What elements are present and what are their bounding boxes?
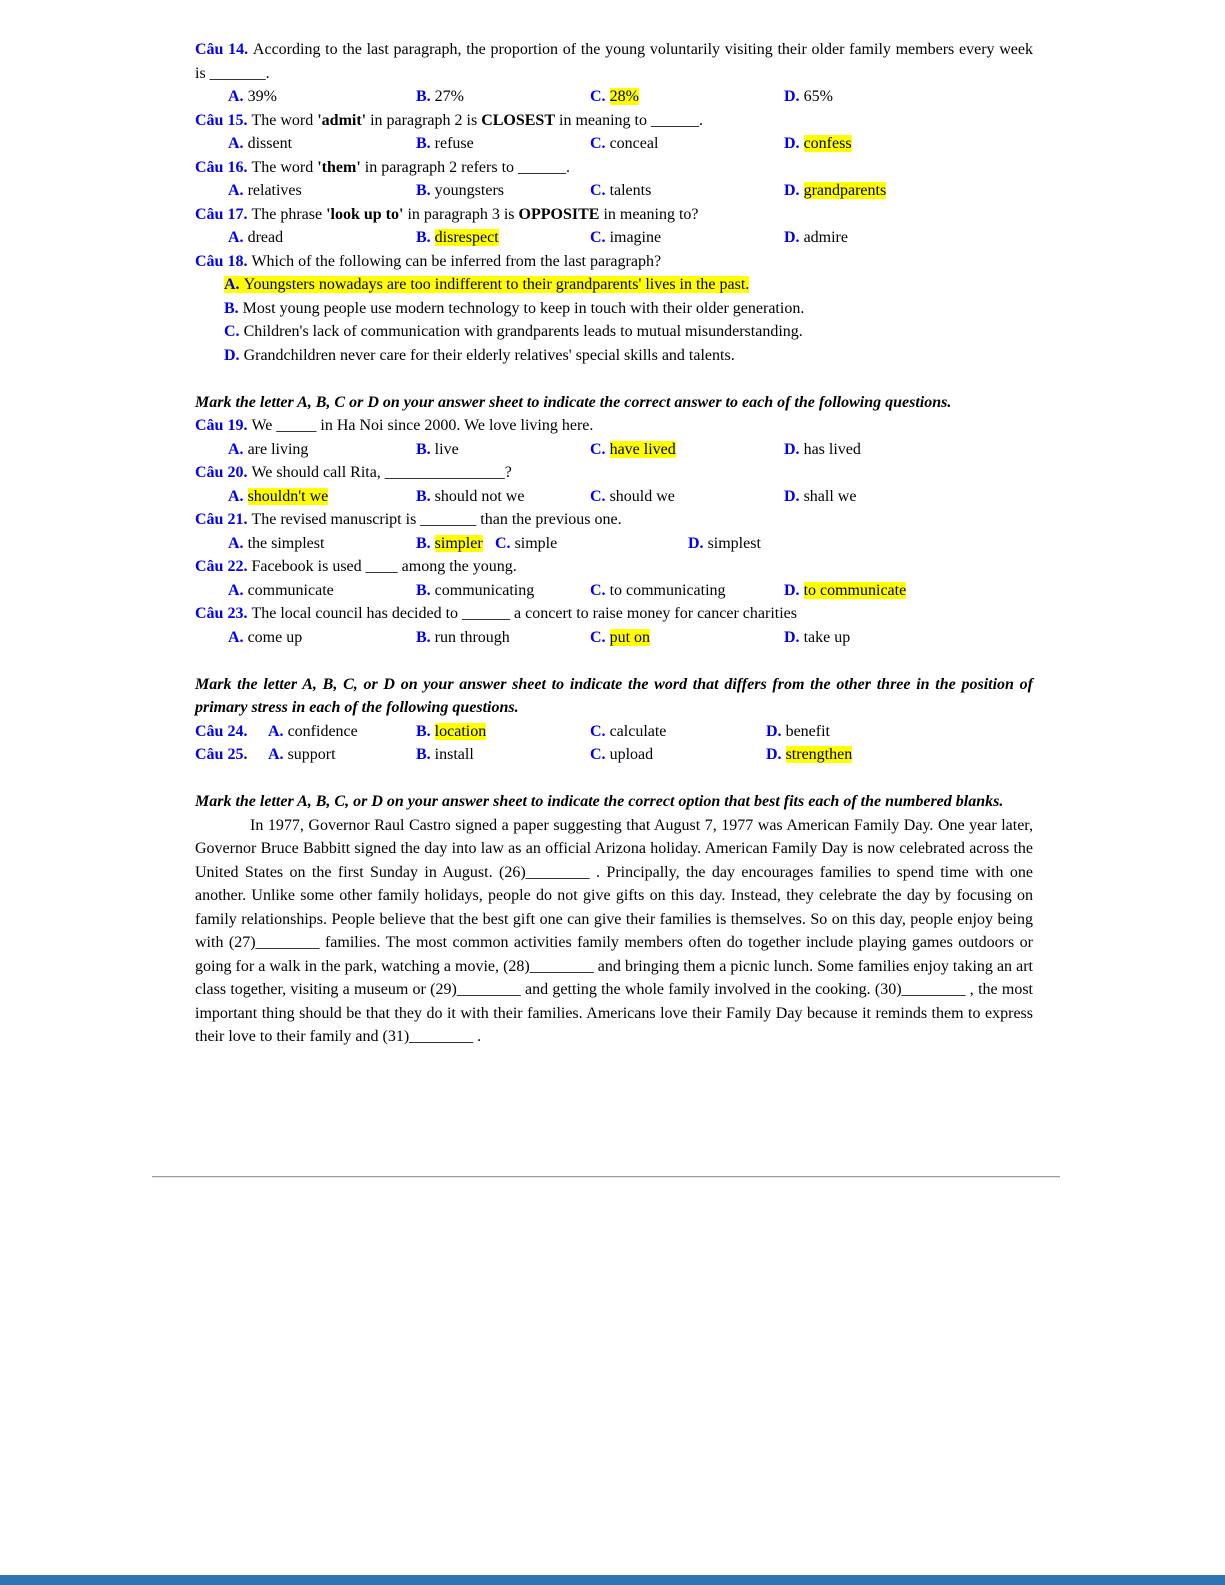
question-number: Câu 21. [195,511,252,528]
option-letter: B. [416,88,435,105]
option-letter: A. [224,276,244,293]
option-letter: C. [590,182,610,199]
option-letter: D. [784,182,804,199]
option [224,320,1033,344]
option-text: youngsters [434,182,504,199]
option-letter: B. [416,440,435,458]
option [590,226,784,250]
option-text: take up [803,628,851,646]
option-letter: A. [228,182,248,199]
question-number: Câu 20. [195,464,252,481]
option-letter: C. [590,88,610,105]
section-instruction: Mark the letter A, B, C, or D on your answer sheet to indicate the word that differs from the other three in the position of primary stress in each of the following questions. [195,675,1033,716]
stem-text: in paragraph 3 is [403,205,519,223]
option-text: Children's lack of communication with grandparents leads to mutual misunderstanding. [243,323,803,340]
option [228,626,416,650]
option-text: communicating [434,581,535,599]
option [766,720,1033,744]
option-letter: B. [416,182,435,199]
stem-text: 'look up to' [326,205,404,223]
option-letter: B. [416,722,435,740]
section-instruction: Mark the letter A, B, C or D on your answer sheet to indicate the correct answer to each of the following questions. [195,393,952,411]
option-letter: A. [228,88,248,105]
option [590,438,784,462]
option-text: 28% [609,88,639,105]
option-text: calculate [609,722,667,740]
option [228,579,416,603]
option-letter: C. [590,487,610,505]
option [228,438,416,462]
option-text: admire [803,229,848,246]
question-stem [195,414,1033,438]
stem-text: OPPOSITE [518,205,600,223]
option-text: are living [247,440,309,458]
option-text: shall we [803,487,857,505]
option [228,179,416,203]
question-number: Câu 17. [195,205,252,223]
option [590,179,784,203]
option-letter: C. [590,746,610,763]
option-letter: D. [224,346,244,364]
option [228,485,416,509]
option-text: 39% [247,88,277,105]
option-letter: B. [416,487,435,505]
option-letter: B. [416,746,435,763]
option [224,297,1033,321]
option-text: simpler [434,534,483,552]
horizontal-rule [152,1176,1060,1178]
option [416,438,590,462]
option-text: 27% [434,88,464,105]
stem-text: 'admit' [317,111,367,129]
option [416,579,590,603]
option-text: confess [803,135,852,152]
option-text: refuse [434,135,474,152]
option-text: live [434,440,459,458]
option [784,85,1033,109]
options-row [228,626,1033,650]
option-text: grandparents [803,182,887,199]
stem-text: 'them' [317,158,361,176]
stem-text: in meaning to ______. [555,111,703,129]
option [590,720,766,744]
option-text: put on [609,628,651,646]
option-letter: C. [590,581,610,599]
option-text: to communicate [803,581,907,599]
option-letter: A. [228,581,248,599]
question-number: Câu 19. [195,417,252,434]
stem-text: in meaning to? [599,205,699,223]
option-letter: A. [268,722,288,740]
stem-text: According to the last paragraph, the proportion of the young voluntarily visiting their older family members every week is _______. [195,41,1033,82]
stem-text: Which of the following can be inferred from the last paragraph? [251,252,662,270]
stem-text: We _____ in Ha Noi since 2000. We love living here. [251,417,594,434]
question-stem [195,508,1033,532]
option-letter: C. [590,135,610,152]
question-stem [195,203,1033,227]
option-letter: B. [416,534,435,552]
stem-text: The phrase [251,205,327,223]
option-text: disrespect [434,229,499,246]
option [495,532,688,556]
option-text: confidence [287,722,358,740]
question-number: Câu 24. [195,722,248,740]
option-text: to communicating [609,581,726,599]
question-stem [195,555,1033,579]
options-row [228,485,1033,509]
section-instruction: Mark the letter A, B, C, or D on your answer sheet to indicate the correct option that best fits each of the numbered blanks. [195,793,1004,810]
option-letter: A. [268,746,288,763]
option [590,85,784,109]
option-text: communicate [247,581,334,599]
option [416,743,590,767]
option [784,179,1033,203]
option-letter: B. [416,628,435,646]
question-number: Câu 23. [195,605,252,622]
options-row [228,179,1033,203]
stem-text: Facebook is used ____ among the young. [251,558,517,575]
option-letter: D. [766,746,786,763]
option-text: has lived [803,440,861,458]
options-row [228,579,1033,603]
option [416,626,590,650]
option [590,485,784,509]
option-text: run through [434,628,510,646]
stem-text: in paragraph 2 refers to ______. [360,158,571,176]
question-stem [195,109,1033,133]
option-letter: D. [766,722,786,740]
option [224,273,1033,297]
option [784,438,1033,462]
option [416,132,590,156]
option-letter: C. [590,722,610,740]
option [416,532,495,556]
option-text: the simplest [247,534,325,552]
question-row [195,743,1033,767]
option [416,226,590,250]
option-letter: A. [228,487,248,505]
question-stem [195,461,1033,485]
footer-accent-bar [0,1575,1225,1585]
option-text: Grandchildren never care for their elderly relatives' special skills and talents. [243,346,735,364]
option [416,720,590,744]
option-letter: C. [590,229,610,246]
option-letter: D. [784,229,804,246]
option-text: should we [609,487,675,505]
option-text: benefit [785,722,830,740]
question-stem [195,156,1033,180]
option [268,720,416,744]
option-text: location [434,722,487,740]
question-number: Câu 14. [195,41,253,58]
option [784,626,1033,650]
option-text: install [434,746,474,763]
option-text: shouldn't we [247,487,329,505]
stem-text: The word [251,111,318,129]
option [416,85,590,109]
question-number: Câu 18. [195,252,252,270]
cloze-passage: In 1977, Governor Raul Castro signed a paper suggesting that August 7, 1977 was American Family Day. One year later, Governor Bruce Babbitt signed the day into law as an official Arizona holiday. American Family Day is now celebrated across the United States on the first Sunday in August. (26)________ . Principally, the day encourages families to spend time with one another. Unlike some other family holidays, people do not give gifts on this day. Instead, they celebrate the day by focusing on family relationships. People believe that the best gift one can give their families is themselves. So on this day, people enjoy being with (27)________ families. The most common activities family members often do together include playing games outdoors or going for a walk in the park, watching a movie, (28)________ and bringing them a picnic lunch. Some families enjoy taking an art class together, visiting a museum or (29)________ and getting the whole family involved in the cooking. (30)________ , the most important thing should be that they do it with their families. Americans love their Family Day because it reminds them to express their love to their family and (31)________ . [195,816,1033,1045]
question-stem [195,38,1033,85]
question-number: Câu 22. [195,558,252,575]
option-letter: C. [590,440,610,458]
option-letter: C. [590,628,610,646]
options-row [228,532,1033,556]
question-number: Câu 15. [195,111,252,129]
option-letter: C. [224,323,244,340]
option-letter: A. [228,534,248,552]
option [590,132,784,156]
option-text: come up [247,628,303,646]
option [766,743,1033,767]
option-letter: D. [784,628,804,646]
option-text: simple [514,534,558,552]
option-text: simplest [707,534,761,552]
option [590,579,784,603]
option [416,179,590,203]
options-row [228,226,1033,250]
option-text: Youngsters nowadays are too indifferent to their grandparents' lives in the past. [243,276,750,293]
stem-text: The local council has decided to ______ a concert to raise money for cancer charities [251,605,797,622]
document-body [195,38,1033,1049]
option [590,743,766,767]
option-letter: B. [416,135,435,152]
option-letter: B. [224,299,243,317]
option-letter: A. [228,135,248,152]
option-letter: D. [784,581,804,599]
option-letter: C. [495,534,515,552]
options-row [228,85,1033,109]
option-letter: B. [416,229,435,246]
option [224,344,1033,368]
option [228,226,416,250]
option [688,532,1033,556]
stem-text: The revised manuscript is _______ than the previous one. [251,511,622,528]
option-text: upload [609,746,654,763]
option-letter: D. [784,135,804,152]
option [784,579,1033,603]
stem-text: CLOSEST [481,111,555,129]
option-letter: D. [688,534,708,552]
question-stem [195,602,1033,626]
option [228,532,416,556]
option-text: should not we [434,487,525,505]
stem-text: in paragraph 2 is [366,111,482,129]
option-text: dissent [247,135,293,152]
option-text: Most young people use modern technology to keep in touch with their older generation. [242,299,805,317]
option [416,485,590,509]
question-row [195,720,1033,744]
option-text: imagine [609,229,662,246]
question-number: Câu 16. [195,158,252,176]
option [228,132,416,156]
option [590,626,784,650]
option-text: relatives [247,182,302,199]
stem-text: We should call Rita, _______________? [251,464,512,481]
options-row [228,438,1033,462]
option [268,743,416,767]
option-text: dread [247,229,284,246]
option-letter: D. [784,88,804,105]
option-letter: A. [228,628,248,646]
option [784,485,1033,509]
option-letter: D. [784,440,804,458]
option-letter: A. [228,440,248,458]
option-text: strengthen [785,746,853,763]
option [228,85,416,109]
option-letter: D. [784,487,804,505]
option-text: have lived [609,440,676,458]
option-text: talents [609,182,652,199]
option [784,226,1033,250]
option-letter: B. [416,581,435,599]
options-row [228,132,1033,156]
question-number: Câu 25. [195,746,248,763]
option-letter: A. [228,229,248,246]
option-text: support [287,746,336,763]
option-text: conceal [609,135,659,152]
stem-text: The word [251,158,318,176]
question-stem [195,250,1033,274]
option-text: 65% [803,88,833,105]
option [784,132,1033,156]
